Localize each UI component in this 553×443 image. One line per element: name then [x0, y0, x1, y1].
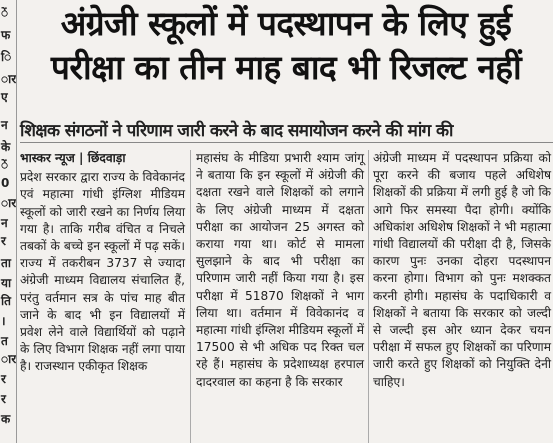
fragment-char: ें: [1, 6, 9, 20]
fragment-char: न: [1, 216, 8, 230]
article-column-1: [20, 150, 185, 376]
article-column-2: [196, 150, 364, 391]
fragment-char: ति: [1, 294, 11, 308]
fragment-char: न: [1, 118, 8, 132]
column-2-text: महासंघ के मीडिया प्रभारी श्याम जांगू ने बताया कि इन स्कूलों में अंग्रेजी की दक्षता रखने वाले शिक्षकों को लगाने के लिए अंग्रेजी माध्यम में दक्षता परीक्षा का आयोजन 25 अगस्त को कराया गया था। कोर्ट से मामला सुलझाने के बाद भी परीक्षा का परिणाम जारी नहीं किया गया है। इस परीक्षा में 51870 शिक्षकों ने भाग लिया था। वर्तमान में विवेकानंद व महात्मा गांधी इंग्लिश मीडियम स्कूलों में 17500 से भी अधिक पद रिक्त चल रहे हैं। महासंघ के प्रदेशाध्यक्ष हरपाल दादरवाल का कहना है कि सरकार: [196, 151, 364, 389]
column-divider: [16, 0, 17, 443]
fragment-char: र: [1, 392, 6, 406]
fragment-char: के: [1, 140, 11, 154]
article-column-3: [373, 150, 551, 391]
fragment-char: ि: [1, 50, 12, 64]
fragment-char: ार: [1, 72, 17, 86]
left-column-fragment: [0, 0, 17, 443]
fragment-char: 0: [1, 176, 10, 190]
rule: [20, 142, 553, 143]
headline-line-1: अंग्रेजी स्कूलों में पदस्थापन के लिए हुई: [60, 4, 512, 43]
fragment-char: ार: [1, 352, 17, 366]
fragment-char: त: [1, 334, 8, 348]
column-divider: [368, 150, 369, 443]
fragment-char: ता: [1, 256, 11, 270]
subheadline: शिक्षक संगठनों ने परिणाम जारी करने के बाद समायोजन करने की मांग की: [20, 121, 453, 141]
column-1-text: प्रदेश सरकार द्वारा राज्य के विवेकानंद एवं महात्मा गांधी इंग्लिश मीडियम स्कूलों को जारी रखने का निर्णय लिया गया है। ताकि गरीब वंचित व निचले तबकों के बच्चे इन स्कूलों में पढ़ सकें। राज्य में तकरीबन 3737 से ज्यादा अंग्रेजी माध्यम विद्यालय संचालित हैं, परंतु वर्तमान सत्र के पांच माह बीत जाने के बाद भी इन विद्यालयों में प्रवेश लेने वाले विद्यार्थियों को पढ़ाने के लिए विभाग शिक्षक नहीं लगा पाया है। राजस्थान एकीकृत शिक्षक: [20, 170, 185, 374]
fragment-char: ए: [1, 90, 8, 104]
fragment-char: ें: [1, 158, 9, 172]
headline: [20, 2, 552, 90]
fragment-char: फ: [1, 28, 11, 42]
column-3-text: अंग्रेजी माध्यम में पदस्थापन प्रक्रिया को पूरा करने की बजाय पहले अधिशेष शिक्षकों की प्रक्रिया में लगी हुई है जो कि आगे फिर समस्या पैदा होगी। क्योंकि अधिकांश अधिशेष शिक्षकों ने भी महात्मा गांधी विद्यालयों की परीक्षा दी है, जिसके कारण पुनः उनका दोहरा पदस्थापन करना होगा। विभाग को पुनः मशक्कत करनी होगी। महासंघ के पदाधिकारी व शिक्षकों ने बताया कि सरकार को जल्दी से जल्दी इस ओर ध्यान देकर चयन परीक्षा में सफल हुए शिक्षकों का परिणाम जारी करते हुए शिक्षकों को नियुक्ति देनी चाहिए।: [373, 151, 551, 389]
column-divider: [190, 150, 191, 443]
fragment-char: या: [1, 276, 12, 290]
dateline: भास्कर न्यूज | छिंदवाड़ा: [20, 151, 126, 165]
fragment-char: ।: [1, 314, 6, 328]
headline-line-2: परीक्षा का तीन माह बाद भी रिजल्ट नहीं: [50, 48, 522, 87]
fragment-char: र: [1, 372, 6, 386]
fragment-char: र: [1, 234, 6, 248]
fragment-char: क: [1, 412, 11, 426]
fragment-char: ार: [1, 196, 17, 210]
